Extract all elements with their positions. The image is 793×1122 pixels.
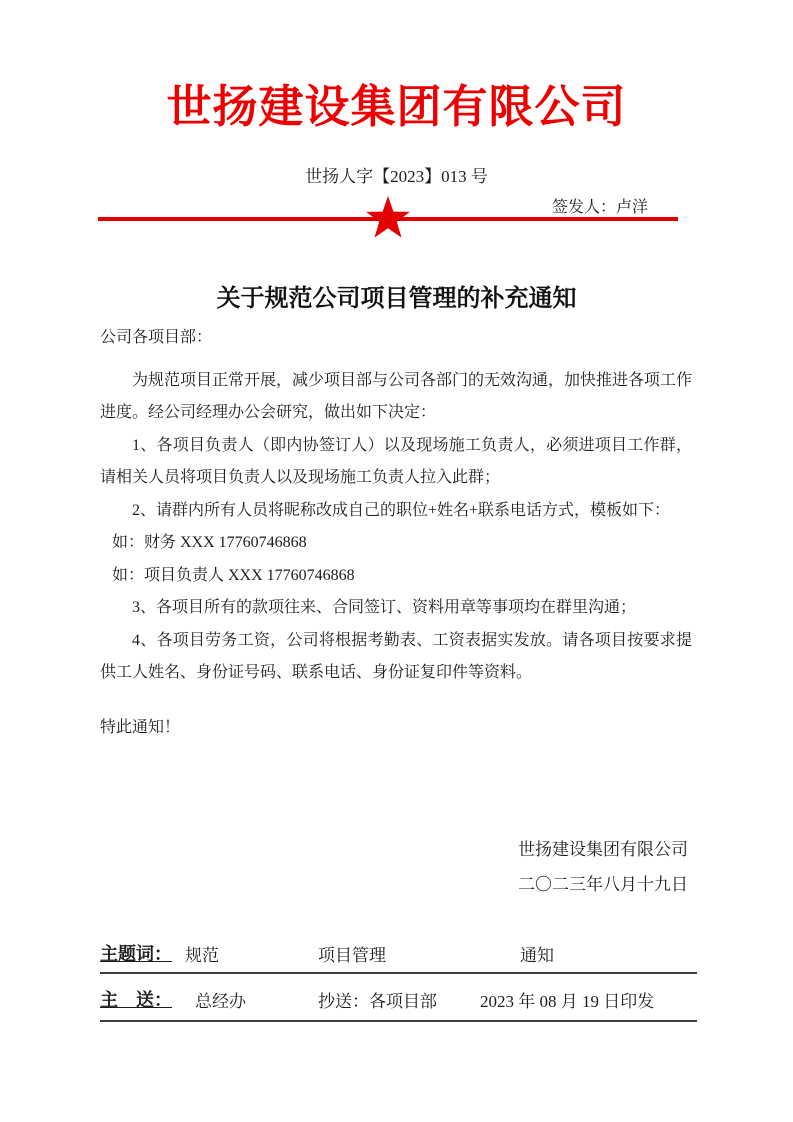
main-send-value: 总经办 [195, 992, 246, 1011]
salutation: 公司各项目部： [100, 329, 213, 346]
paragraph: 2、请群内所有人员将昵称改成自己的职位+姓名+联系电话方式，模板如下： [132, 501, 671, 519]
subject-word: 项目管理 [318, 946, 386, 965]
subject-words-label: 主题词： [100, 944, 172, 964]
closing-line: 特此通知！ [100, 718, 181, 736]
signature-date: 二〇二三年八月十九日 [518, 875, 688, 894]
subject-words-row [100, 934, 697, 974]
signature-company: 世扬建设集团有限公司 [518, 840, 688, 859]
print-date: 2023 年 08 月 19 日印发 [480, 992, 655, 1011]
company-title: 世扬建设集团有限公司 [166, 82, 627, 132]
paragraph: 1、各项目负责人（即内协签订人）以及现场施工负责人，必须进项目工作群，请相关人员将项目负责人以及现场施工负责人拉入此群； [100, 436, 692, 486]
signature-block [518, 832, 688, 902]
paragraph: 为规范项目正常开展，减少项目部与公司各部门的无效沟通，加快推进各项工作进度。经公司经理办公会研究，做出如下决定： [100, 371, 693, 421]
document-number: 世扬人字【2023】013 号 [305, 167, 488, 186]
red-star-icon [365, 196, 411, 242]
paragraph: 3、各项目所有的款项往来、合同签订、资料用章等事项均在群里沟通； [132, 599, 637, 616]
issuer-label: 签发人： [551, 199, 616, 216]
paragraph: 4、各项目劳务工资，公司将根据考勤表、工资表据实发放。请各项目按要求提供工人姓名、身份证号码、联系电话、身份证复印件等资料。 [100, 631, 692, 681]
document-title: 关于规范公司项目管理的补充通知 [216, 286, 577, 312]
document-body [100, 322, 692, 744]
document-footer [100, 934, 697, 1022]
paragraph-example: 如：项目负责人 XXX 17760746868 [112, 566, 355, 584]
issuer-name: 卢洋 [616, 194, 678, 218]
issuer-row [552, 194, 678, 218]
subject-word: 规范 [185, 946, 219, 965]
distribution-row [100, 974, 697, 1022]
main-send-label: 主 送： [100, 990, 172, 1010]
subject-word: 通知 [520, 946, 554, 965]
paragraph-example: 如：财务 XXX 17760746868 [112, 534, 307, 551]
cc-value: 抄送：各项目部 [318, 992, 437, 1011]
